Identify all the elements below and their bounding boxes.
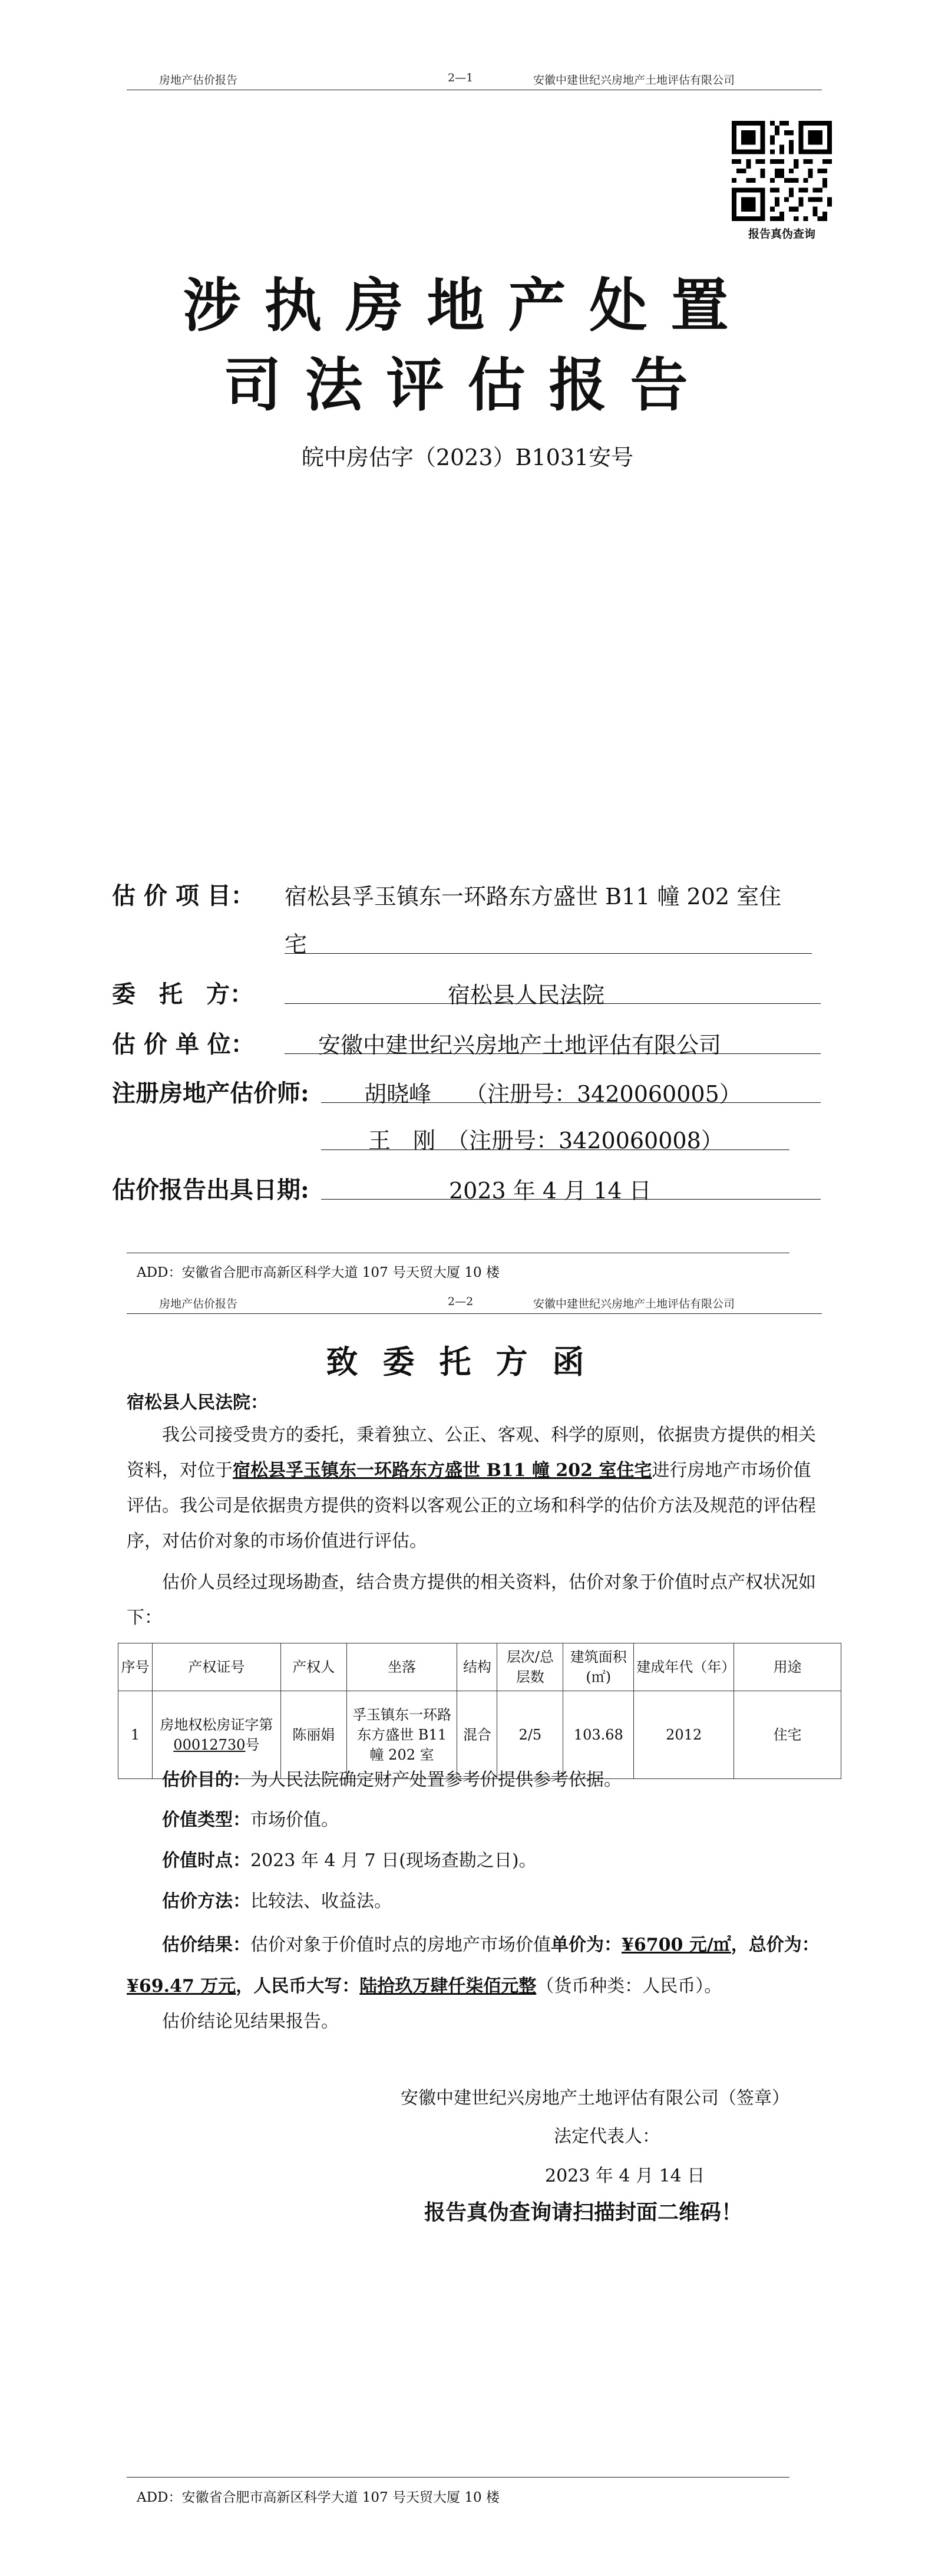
report-date-value: 2023 年 4 月 14 日	[449, 1178, 652, 1204]
client-underline	[285, 1003, 821, 1004]
project-value-line1: 宿松县孚玉镇东一环路东方盛世 B11 幢 202 室住	[285, 884, 782, 910]
value-type-line	[162, 1803, 339, 1838]
report-title-line2: 司法评估报告	[223, 351, 712, 419]
qr-caption: 报告真伪查询	[748, 228, 815, 241]
report-title-line1: 涉执房地产处置	[183, 272, 752, 340]
cell-structure: 混合	[457, 1691, 497, 1779]
table-header-row	[118, 1643, 841, 1691]
page2-header-left: 房地产估价报告	[159, 1297, 238, 1310]
unit-price-label: 单价为：	[551, 1935, 622, 1955]
appraiser-underline	[285, 1053, 821, 1054]
cell-floor: 2/5	[497, 1691, 563, 1779]
page2-footer-rule	[127, 2477, 789, 2478]
result-paragraph	[127, 1925, 822, 2007]
appraiser-value: 安徽中建世纪兴房地产土地评估有限公司	[318, 1032, 722, 1058]
col-header-floor: 层次/总层数	[497, 1643, 563, 1691]
valuer-2-underline	[321, 1149, 789, 1150]
col-header-structure: 结构	[457, 1643, 497, 1691]
qr-code-icon	[732, 121, 832, 221]
cell-location: 孚玉镇东一环路东方盛世 B11 幢 202 室	[346, 1691, 457, 1779]
page2-address: ADD：安徽省合肥市高新区科学大道 107 号天贸大厦 10 楼	[137, 2490, 500, 2505]
page1-header-right: 安徽中建世纪兴房地产土地评估有限公司	[533, 74, 735, 87]
valuer-1: 胡晓峰 （注册号：3420060005）	[364, 1081, 742, 1107]
col-header-area: 建筑面积(㎡)	[563, 1643, 634, 1691]
page2-header-page-number: 2—2	[448, 1295, 474, 1308]
project-underline	[285, 953, 812, 954]
value-date-label: 价值时点：	[162, 1850, 250, 1871]
method-value: 比较法、收益法。	[250, 1891, 392, 1912]
client-label: 委 托 方：	[112, 980, 253, 1008]
total-price-value: ¥69.47 万元	[127, 1976, 236, 1997]
project-value-line2: 宅	[285, 931, 308, 957]
cert-suffix: 号	[245, 1737, 260, 1753]
salutation: 宿松县人民法院：	[127, 1392, 268, 1413]
letter-title: 致委托方函	[326, 1343, 609, 1381]
sign-representative: 法定代表人：	[554, 2126, 660, 2147]
page1-address: ADD：安徽省合肥市高新区科学大道 107 号天贸大厦 10 楼	[137, 1265, 500, 1280]
total-price-label: ，总价为：	[731, 1935, 820, 1955]
document-number: 皖中房估字（2023）B1031安号	[301, 444, 634, 470]
valuer-1-underline	[321, 1102, 821, 1103]
para1-start: 我公司接受贵方的委托，秉着独立、公正、客观、科学的原则，依据贵方提供的相关资料，对位于	[127, 1425, 816, 1481]
report-date-underline	[321, 1199, 821, 1200]
value-date-value: 2023 年 4 月 7 日(现场查勘之日)。	[250, 1850, 537, 1871]
page1-header-page-number: 2—1	[448, 71, 474, 84]
value-date-line	[162, 1843, 537, 1879]
currency-note: （货币种类：人民币）。	[536, 1976, 722, 1997]
col-header-cert: 产权证号	[152, 1643, 280, 1691]
report-date-label: 估价报告出具日期:	[112, 1176, 309, 1204]
page2-header-right: 安徽中建世纪兴房地产土地评估有限公司	[533, 1297, 735, 1310]
rmb-value: 陆拾玖万肆仟柒佰元整	[359, 1976, 537, 1997]
letter-paragraph-1	[127, 1418, 822, 1559]
method-line	[162, 1884, 392, 1919]
sign-company: 安徽中建世纪兴房地产土地评估有限公司（签章）	[401, 2088, 789, 2109]
letter-paragraph-2: 估价人员经过现场勘查，结合贵方提供的相关资料，估价对象于价值时点产权状况如下：	[127, 1572, 816, 1628]
client-value: 宿松县人民法院	[448, 982, 605, 1008]
para1-property: 宿松县孚玉镇东一环路东方盛世 B11 幢 202 室住宅	[233, 1460, 652, 1481]
unit-price-value: ¥6700 元/㎡	[622, 1935, 731, 1955]
col-header-owner: 产权人	[280, 1643, 346, 1691]
rmb-label: ，人民币大写：	[236, 1976, 360, 1997]
purpose-label: 估价目的：	[162, 1770, 250, 1790]
col-header-location: 坐落	[346, 1643, 457, 1691]
cell-year: 2012	[634, 1691, 734, 1779]
page2-header-rule	[127, 1313, 822, 1314]
value-type-label: 价值类型：	[162, 1810, 250, 1830]
col-header-year: 建成年代（年）	[634, 1643, 734, 1691]
valuer-2: 王 刚 （注册号：3420060008）	[368, 1128, 723, 1154]
see-report: 估价结论见结果报告。	[162, 2011, 339, 2032]
project-label: 估 价 项 目：	[112, 882, 255, 910]
appraiser-label: 估 价 单 位：	[112, 1030, 255, 1058]
verify-note: 报告真伪查询请扫描封面二维码！	[424, 2200, 743, 2225]
para1-end: 进行房地产市场价值评估。我公司是依据贵方提供的资料以客观公正的立场和科学的估价方法及规范的评估程序，对估价对象的市场价值进行评估。	[127, 1460, 816, 1551]
cell-use: 住宅	[734, 1691, 841, 1779]
purpose-value: 为人民法院确定财产处置参考价提供参考依据。	[250, 1770, 622, 1790]
sign-date: 2023 年 4 月 14 日	[545, 2166, 705, 2186]
col-header-no: 序号	[118, 1643, 153, 1691]
cell-no: 1	[118, 1691, 153, 1779]
result-label: 估价结果：	[162, 1935, 250, 1955]
col-header-use: 用途	[734, 1643, 841, 1691]
method-label: 估价方法：	[162, 1891, 250, 1912]
value-type-value: 市场价值。	[250, 1810, 339, 1830]
valuers-label: 注册房地产估价师:	[112, 1079, 309, 1107]
page1-header-left: 房地产估价报告	[159, 74, 238, 87]
cert-number: 00012730	[173, 1737, 246, 1753]
cert-prefix: 房地权松房证字第	[160, 1717, 273, 1733]
cell-owner: 陈丽娟	[280, 1691, 346, 1779]
result-text: 估价对象于价值时点的房地产市场价值	[250, 1935, 551, 1955]
cell-area: 103.68	[563, 1691, 634, 1779]
property-table	[118, 1643, 841, 1779]
purpose-line	[162, 1763, 622, 1798]
